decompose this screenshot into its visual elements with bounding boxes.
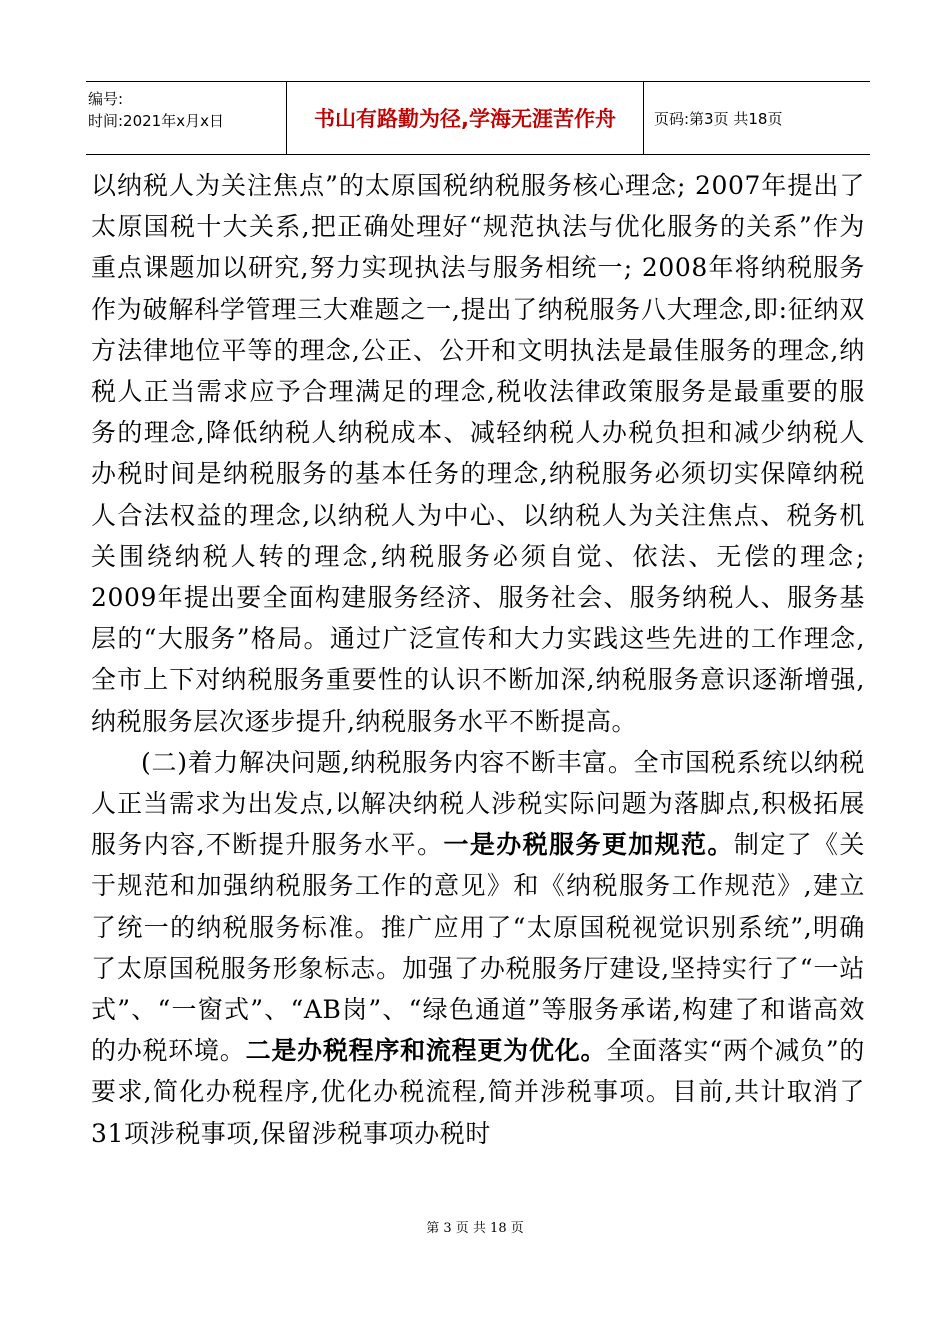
- header-page-info: 页码:第3页 共18页: [654, 109, 783, 128]
- paragraph-2-part-3: 全面落实“两个减负”的要求,简化办税程序,优化办税流程,简并涉税事项。目前,共计取消了31项涉税事项,保留涉税事项办税时: [91, 1036, 866, 1148]
- paragraph-2: [91, 742, 865, 1154]
- paragraph-1: [91, 165, 865, 742]
- time-label: 时间:2021年x月x日: [88, 112, 224, 130]
- page-header: [86, 81, 870, 155]
- header-motto: 书山有路勤为径,学海无涯苦作舟: [286, 82, 644, 154]
- paragraph-2-part-2: 制定了《关于规范和加强纳税服务工作的意见》和《纳税服务工作规范》,建立了统一的纳税服务标准。推广应用了“太原国税视觉识别系统”,明确了太原国税服务形象标志。加强了办税服务厅建设,坚持实行了“一站式”、“一窗式”、“AB岗”、“绿色通道”等服务承诺,构建了和谐高效的办税环境。: [91, 830, 865, 1066]
- paragraph-2-bold-1: 一是办税服务更加规范。: [443, 830, 734, 860]
- paragraph-2-part-1: (二)着力解决问题,纳税服务内容不断丰富。全市国税系统以纳税人正当需求为出发点,以解决纳税人涉税实际问题为落脚点,积极拓展服务内容,不断提升服务水平。: [91, 747, 865, 860]
- header-meta: [86, 82, 286, 154]
- body-text: [91, 165, 865, 1154]
- number-label: 编号:: [88, 90, 124, 108]
- page-footer: 第 3 页 共 18 页: [426, 1221, 524, 1236]
- paragraph-2-bold-2: 二是办税程序和流程更为优化。: [245, 1036, 607, 1066]
- paragraph-1-text: 以纳税人为关注焦点”的太原国税纳税服务核心理念; 2007年提出了太原国税十大关系,把正确处理好“规范执法与优化服务的关系”作为重点课题加以研究,努力实现执法与服务相统一; 2008年将纳税服务作为破解科学管理三大难题之一,提出了纳税服务八大理念,即:征纳双方法律地位平等的理念,公正、公开和文明执法是最佳服务的理念,纳税人正当需求应予合理满足的理念,税收法律政策服务是最重要的服务的理念,降低纳税人纳税成本、减轻纳税人办税负担和减少纳税人办税时间是纳税服务的基本任务的理念,纳税服务必须切实保障纳税人合法权益的理念,以纳税人为中心、以纳税人为关注焦点、税务机关围绕纳税人转的理念,纳税服务必须自觉、依法、无偿的理念; 2009年提出要全面构建服务经济、服务社会、服务纳税人、服务基层的“大服务”格局。通过广泛宣传和大力实践这些先进的工作理念,全市上下对纳税服务重要性的认识不断加深,纳税服务意识逐渐增强,纳税服务层次逐步提升,纳税服务水平不断提高。: [91, 171, 865, 736]
